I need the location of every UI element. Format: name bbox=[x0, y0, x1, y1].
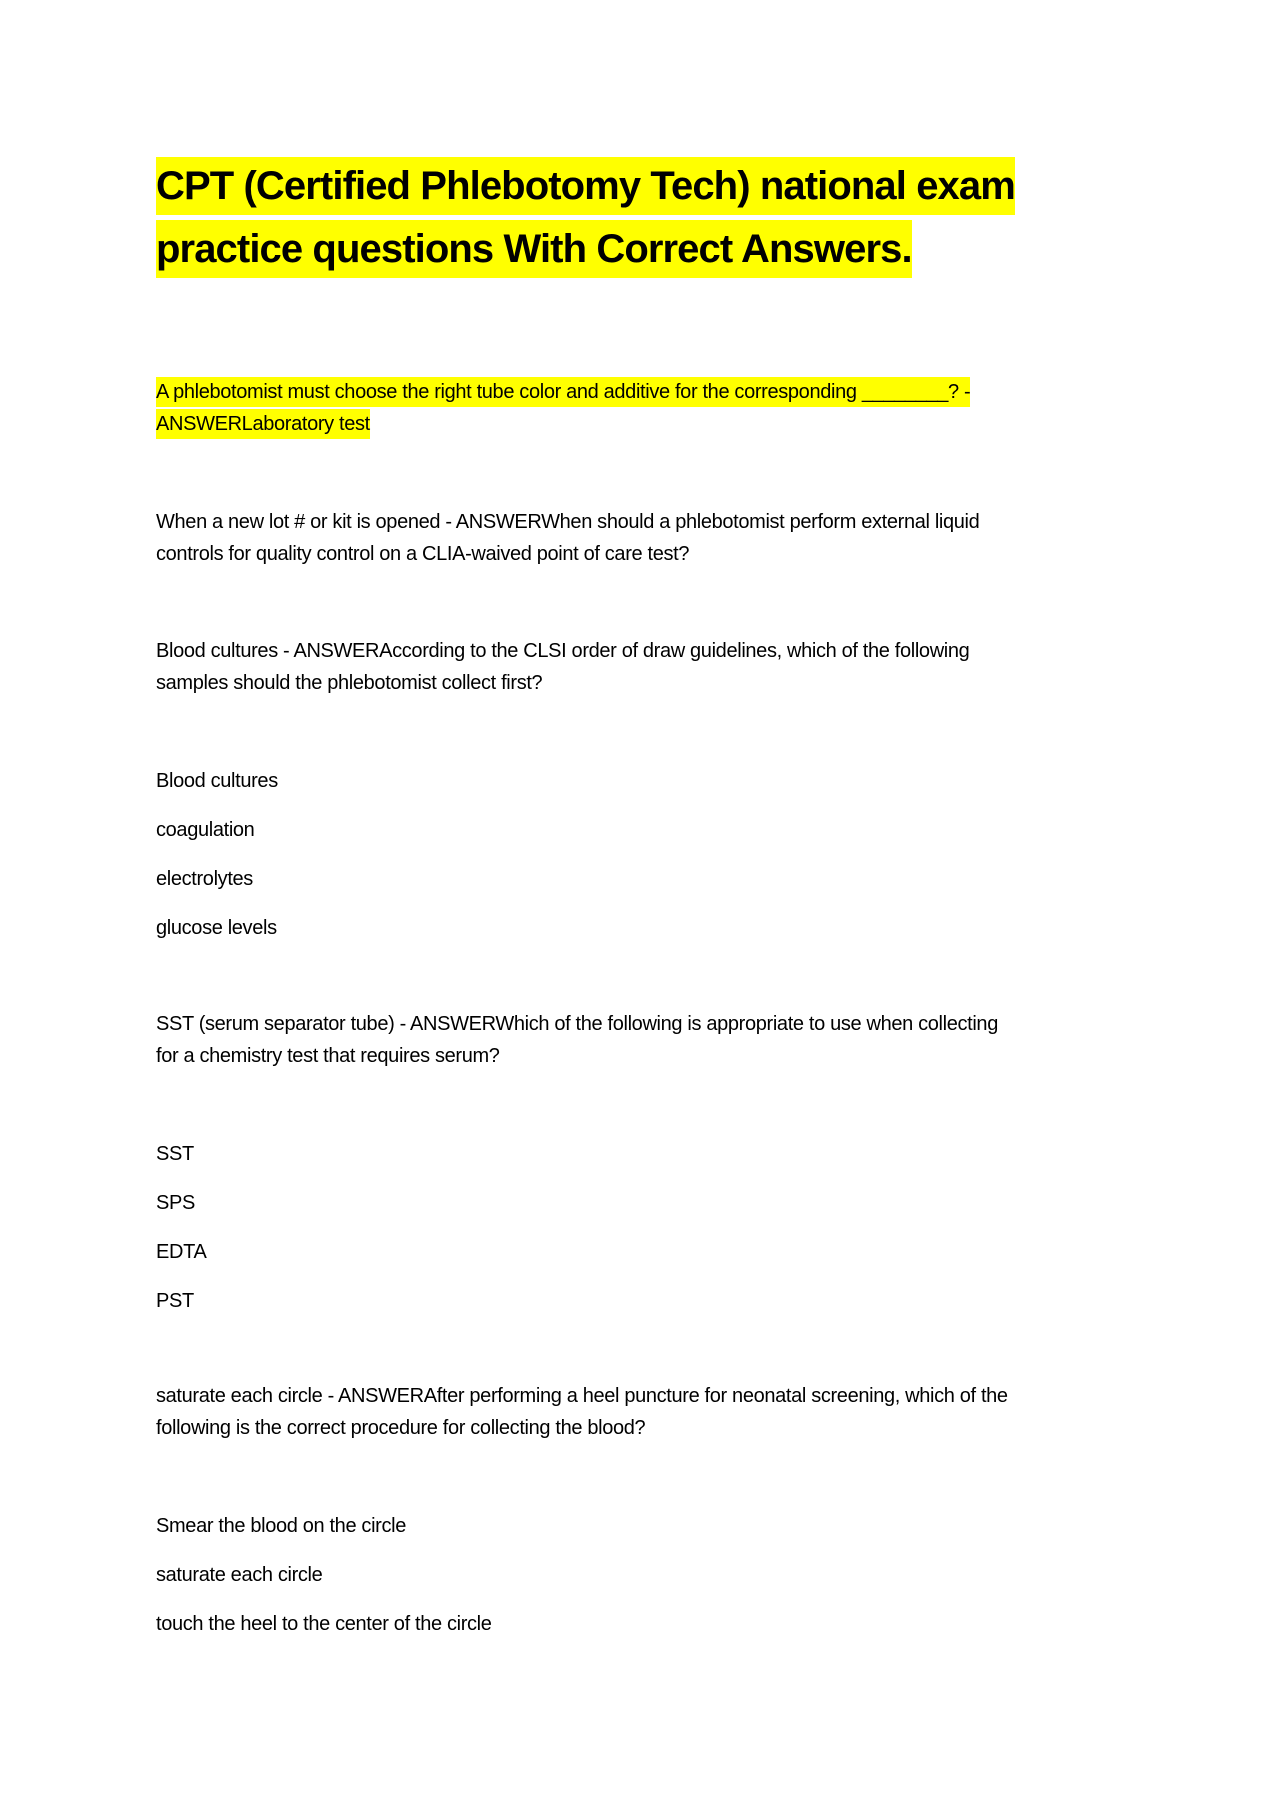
question-text-line: When a new lot # or kit is opened - ANSWERWhen should a phlebotomist perform external liquid bbox=[156, 511, 980, 533]
question-text-line: SST (serum separator tube) - ANSWERWhich of the following is appropriate to use when collecting bbox=[156, 1013, 998, 1035]
question-text-line: ANSWERLaboratory test bbox=[156, 409, 370, 439]
question-text-line: following is the correct procedure for collecting the blood? bbox=[156, 1416, 646, 1439]
answer-option: Smear the blood on the circle bbox=[156, 1515, 406, 1537]
answer-option: SST bbox=[156, 1143, 194, 1165]
answer-option: electrolytes bbox=[156, 868, 253, 890]
answer-option: Blood cultures bbox=[156, 770, 278, 792]
question-2 bbox=[156, 507, 979, 570]
answer-option: SPS bbox=[156, 1192, 195, 1214]
answer-option: EDTA bbox=[156, 1241, 207, 1263]
answer-option: PST bbox=[156, 1290, 194, 1312]
title-line: practice questions With Correct Answers. bbox=[156, 220, 912, 278]
question-text-line: Blood cultures - ANSWERAccording to the CLSI order of draw guidelines, which of the following bbox=[156, 640, 970, 662]
question-text-line: for a chemistry test that requires serum? bbox=[156, 1044, 500, 1067]
title-line: CPT (Certified Phlebotomy Tech) national exam bbox=[156, 157, 1015, 215]
question-text-line: samples should the phlebotomist collect first? bbox=[156, 671, 543, 694]
question-5 bbox=[156, 1381, 1008, 1444]
question-3 bbox=[156, 636, 969, 699]
answer-option: glucose levels bbox=[156, 917, 277, 939]
question-4 bbox=[156, 1009, 998, 1072]
question-text-line: controls for quality control on a CLIA-waived point of care test? bbox=[156, 542, 690, 565]
question-1 bbox=[156, 377, 970, 440]
document-title bbox=[156, 155, 1015, 281]
question-text-line: A phlebotomist must choose the right tube color and additive for the corresponding ________? - bbox=[156, 377, 970, 407]
answer-option: touch the heel to the center of the circle bbox=[156, 1613, 492, 1635]
question-text-line: saturate each circle - ANSWERAfter performing a heel puncture for neonatal screening, which of the bbox=[156, 1385, 1008, 1407]
answer-option: coagulation bbox=[156, 819, 255, 841]
answer-option: saturate each circle bbox=[156, 1564, 323, 1586]
